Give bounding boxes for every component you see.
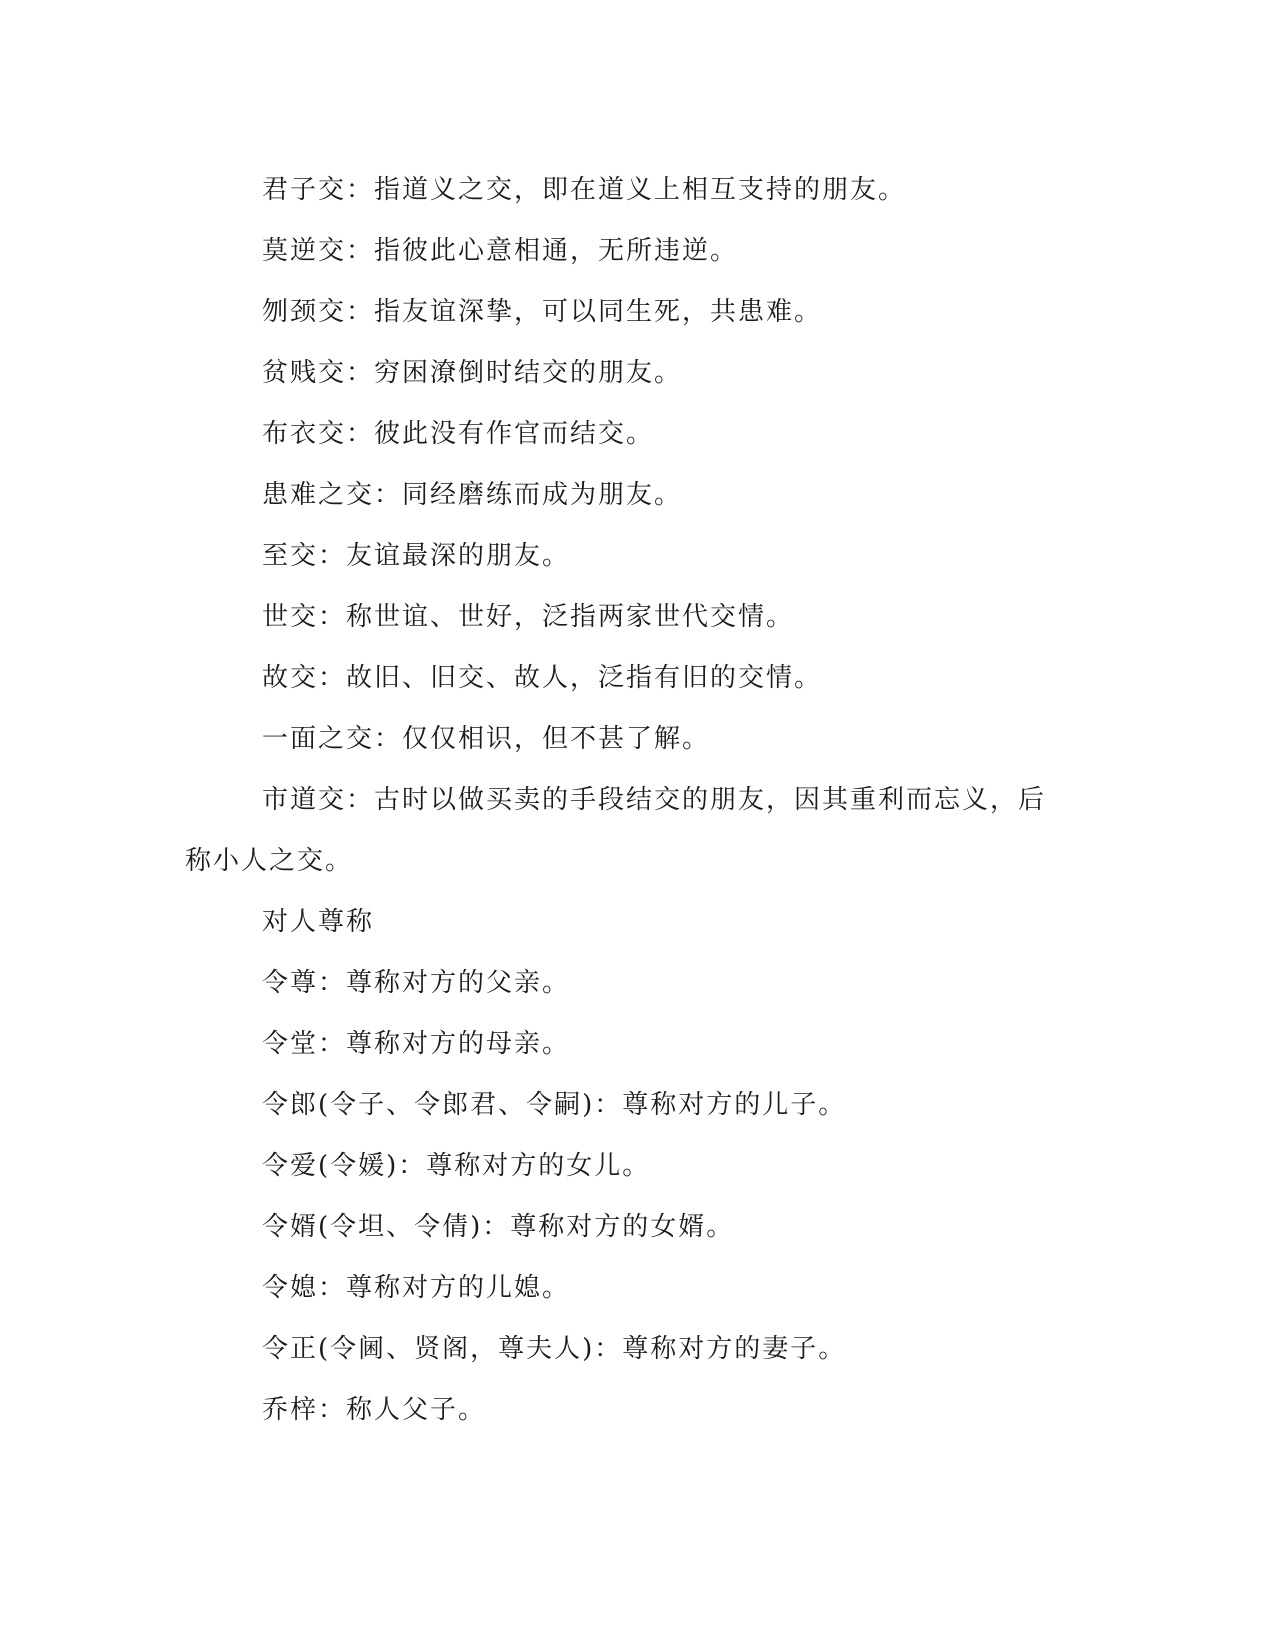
paragraph-buyi-jiao: 布衣交：彼此没有作官而结交。 bbox=[262, 419, 655, 449]
paragraph-lingzheng: 令正(令阃、贤阁，尊夫人)：尊称对方的妻子。 bbox=[262, 1334, 847, 1364]
paragraph-moni-jiao: 莫逆交：指彼此心意相通，无所违逆。 bbox=[262, 236, 739, 266]
document-body bbox=[185, 160, 1070, 1441]
paragraph-lingtang: 令堂：尊称对方的母亲。 bbox=[262, 1029, 571, 1059]
paragraph-wenjing-jiao: 刎颈交：指友谊深挚，可以同生死，共患难。 bbox=[262, 297, 823, 327]
paragraph-shi-jiao: 世交：称世谊、世好，泛指两家世代交情。 bbox=[262, 602, 795, 632]
paragraph-lingzun: 令尊：尊称对方的父亲。 bbox=[262, 968, 571, 998]
paragraph-pinjian-jiao: 贫贱交：穷困潦倒时结交的朋友。 bbox=[262, 358, 683, 388]
paragraph-lingxi: 令媳：尊称对方的儿媳。 bbox=[262, 1273, 571, 1303]
paragraph-linglang: 令郎(令子、令郎君、令嗣)：尊称对方的儿子。 bbox=[262, 1090, 847, 1120]
paragraph-gu-jiao: 故交：故旧、旧交、故人，泛指有旧的交情。 bbox=[262, 663, 823, 693]
paragraph-lingai: 令爱(令媛)：尊称对方的女儿。 bbox=[262, 1151, 651, 1181]
paragraph-lingxu: 令婿(令坦、令倩)：尊称对方的女婿。 bbox=[262, 1212, 735, 1242]
paragraph-qiaozi: 乔梓：称人父子。 bbox=[262, 1395, 487, 1425]
paragraph-yimian-zhi-jiao: 一面之交：仅仅相识，但不甚了解。 bbox=[262, 724, 711, 754]
paragraph-zhi-jiao: 至交：友谊最深的朋友。 bbox=[262, 541, 571, 571]
section-heading-honorifics: 对人尊称 bbox=[262, 907, 375, 937]
paragraph-junzi-jiao: 君子交：指道义之交，即在道义上相互支持的朋友。 bbox=[262, 175, 907, 205]
paragraph-huannan-zhi-jiao: 患难之交：同经磨练而成为朋友。 bbox=[262, 480, 683, 510]
paragraph-shidao-jiao: 市道交：古时以做买卖的手段结交的朋友，因其重利而忘义，后称小人之交。 bbox=[185, 785, 1047, 876]
